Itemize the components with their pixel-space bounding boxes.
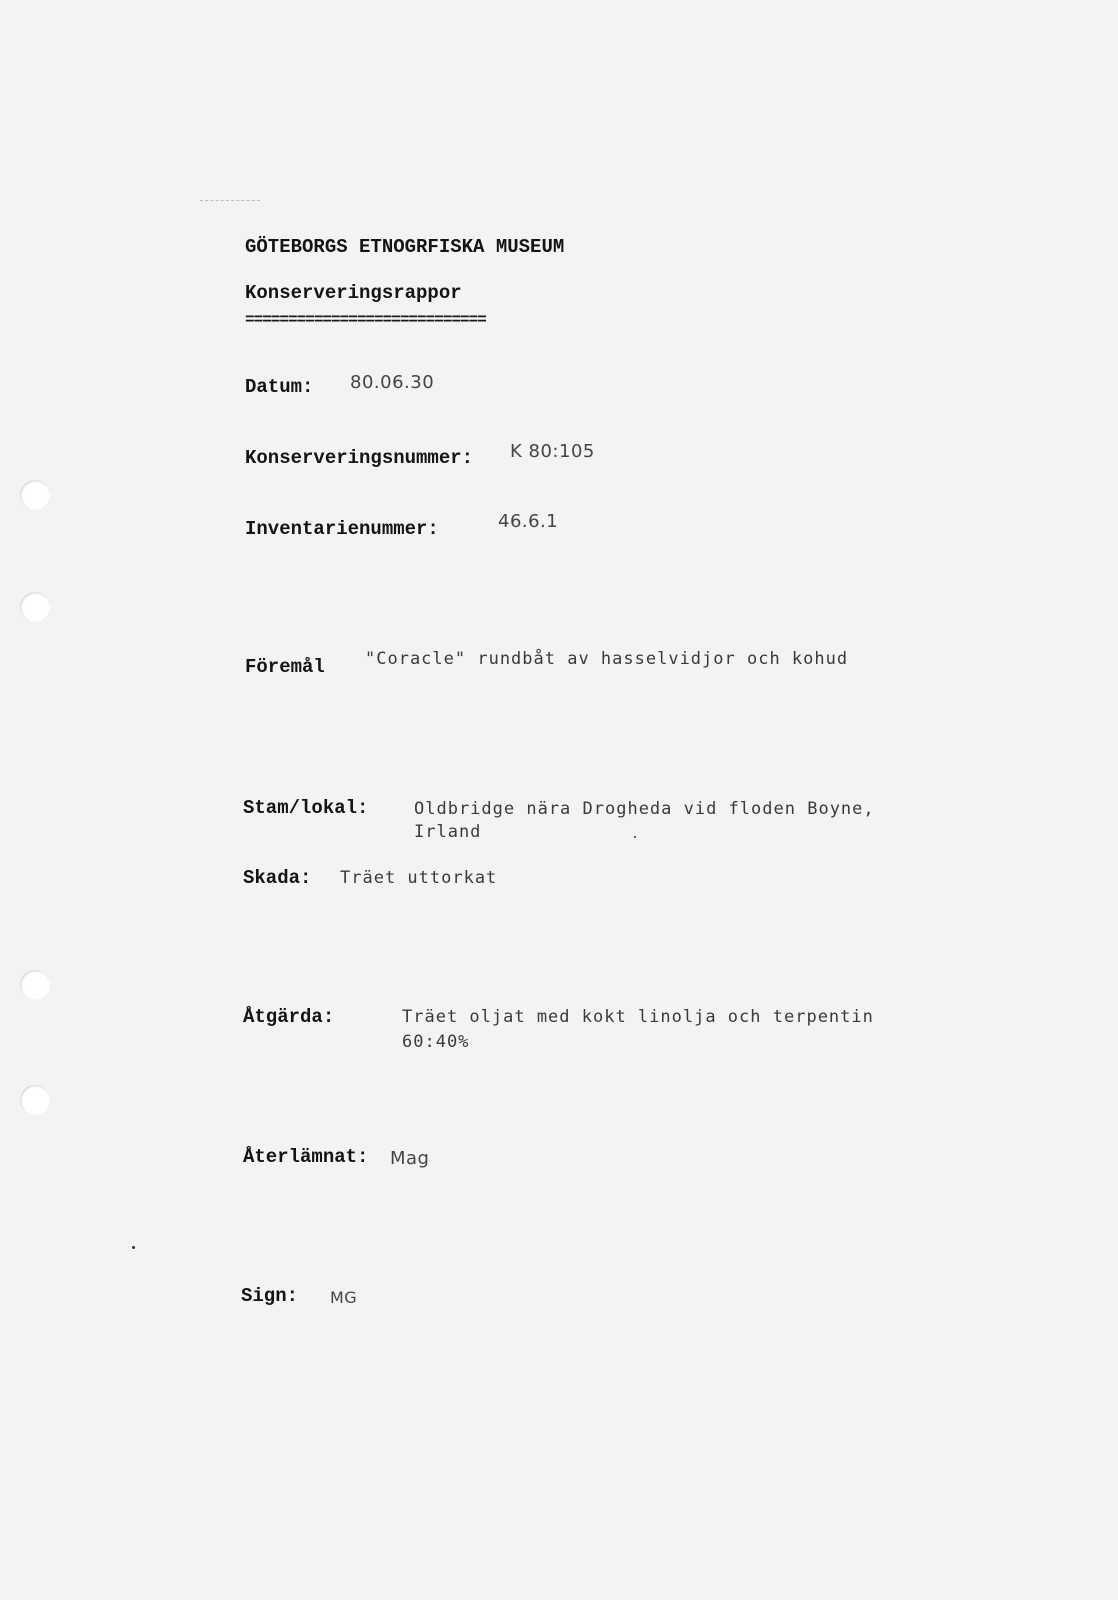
skada-value: Träet uttorkat (340, 868, 498, 888)
atgarda-line1: Träet oljat med kokt linolja och terpentin (402, 1007, 874, 1027)
atgarda-line2: 60:40% (402, 1032, 470, 1052)
museum-title: GÖTEBORGS ETNOGRFISKA MUSEUM (245, 236, 565, 258)
sign-label: Sign: (241, 1285, 299, 1307)
konserveringsnummer-value: K 80:105 (510, 441, 595, 462)
datum-value: 80.06.30 (350, 372, 435, 393)
stam-lokal-line1: Oldbridge nära Drogheda vid floden Boyne, (414, 799, 875, 819)
datum-label: Datum: (245, 376, 314, 398)
inventarienummer-label: Inventarienummer: (245, 518, 439, 540)
skada-label: Skada: (243, 867, 312, 889)
stray-dot (634, 836, 636, 838)
konserveringsnummer-label: Konserveringsnummer: (245, 447, 474, 469)
stam-lokal-label: Stam/lokal: (243, 797, 369, 819)
punch-hole (20, 970, 50, 1000)
aterlamnat-label: Återlämnat: (243, 1146, 369, 1168)
punch-hole (20, 480, 50, 510)
foremal-label: Föremål (245, 656, 325, 678)
stray-dot (132, 1246, 135, 1249)
atgarda-label: Åtgärda: (243, 1006, 335, 1028)
sign-value: MG (330, 1288, 358, 1307)
stam-lokal-line2: Irland (414, 822, 482, 842)
report-title: Konserveringsrappor (245, 282, 462, 304)
stray-mark (200, 200, 260, 202)
title-underline: ============================ (245, 311, 486, 329)
aterlamnat-value: Mag (390, 1148, 430, 1169)
punch-hole (20, 1085, 50, 1115)
inventarienummer-value: 46.6.1 (498, 511, 559, 532)
foremal-value: "Coracle" rundbåt av hasselvidjor och kohud (365, 649, 849, 669)
punch-hole (20, 592, 50, 622)
